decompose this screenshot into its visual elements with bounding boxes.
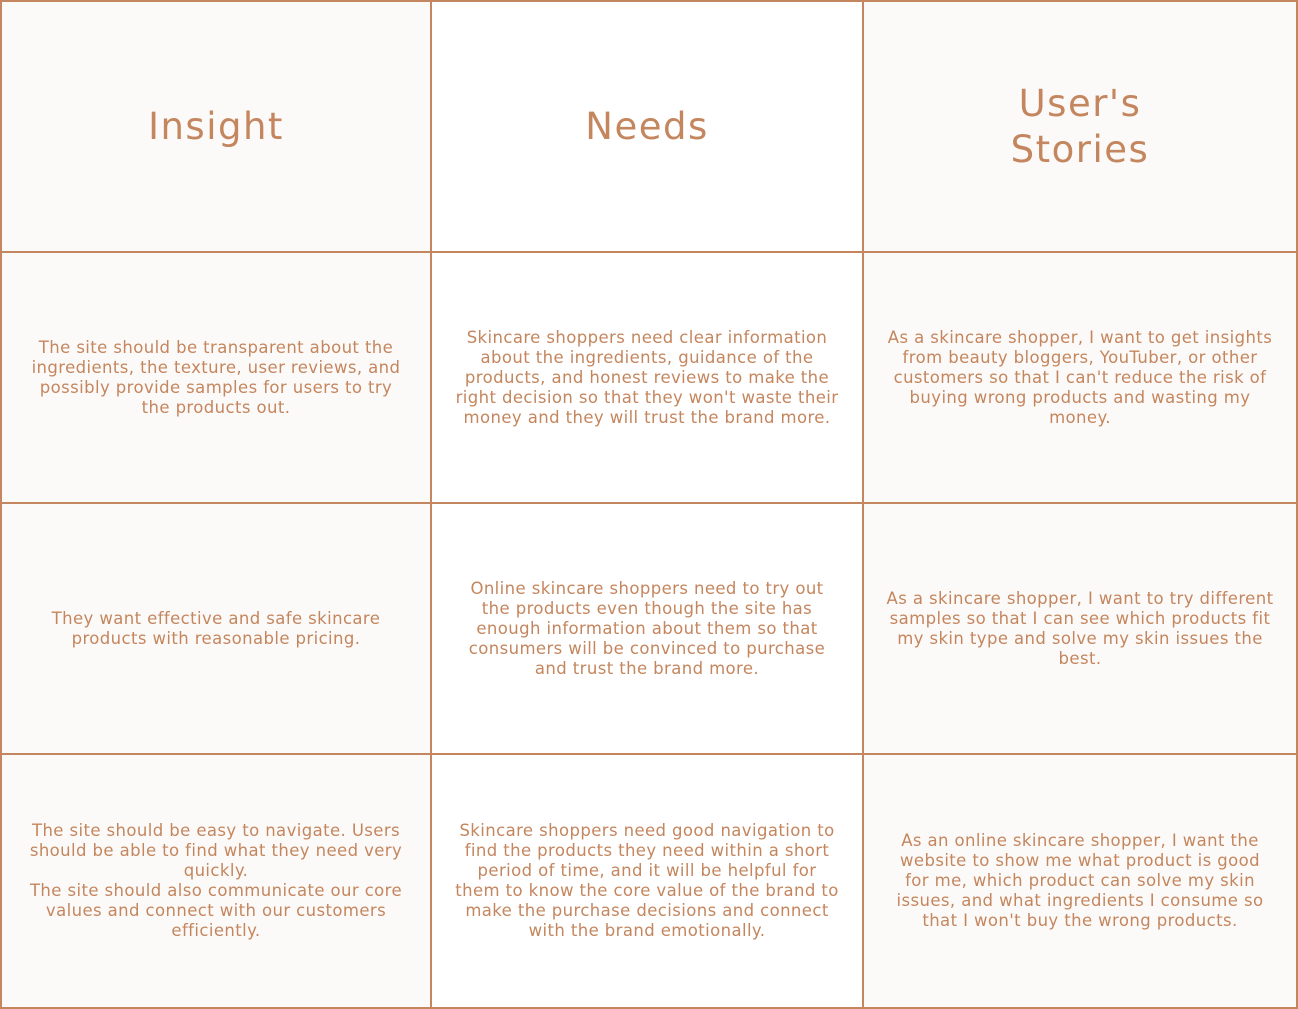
story-text-1: As a skincare shopper, I want to get insights from beauty bloggers, YouTuber, or other customers so that I can't reduce the risk of buying wrong products and wasting my money. [887, 327, 1273, 427]
insight-cell-3 [0, 755, 432, 1009]
story-cell-3 [864, 755, 1298, 1009]
insight-text-1: The site should be transparent about the ingredients, the texture, user reviews, and possibly provide samples for users to try the products out. [31, 337, 401, 417]
story-cell-2 [864, 504, 1298, 755]
header-cell-needs [432, 0, 864, 253]
insight-cell-1 [0, 253, 432, 504]
story-text-2: As a skincare shopper, I want to try different samples so that I can see which products fit my skin type and solve my skin issues the best. [886, 588, 1274, 668]
header-cell-insight [0, 0, 432, 253]
insight-cell-2 [0, 504, 432, 755]
insight-text-3: The site should be easy to navigate. Users should be able to find what they need very quickly. The site should also communicate our core values and connect with our customers efficiently. [29, 821, 403, 940]
needs-text-1: Skincare shoppers need clear information about the ingredients, guidance of the products, and honest reviews to make the right decision so that they won't waste their money and they will trust the brand more. [455, 327, 839, 427]
header-cell-stories [864, 0, 1298, 253]
needs-text-2: Online skincare shoppers need to try out the products even though the site has enough information about them so that consumers will be convinced to purchase and trust the brand more. [468, 578, 826, 678]
needs-cell-1 [432, 253, 864, 504]
stories-heading: User's Stories [1010, 81, 1150, 171]
story-text-3: As an online skincare shopper, I want the website to show me what product is good for me, which product can solve my skin issues, and what ingredients I consume so that I won't buy the wrong products. [896, 831, 1264, 930]
insight-heading: Insight [148, 104, 284, 148]
needs-cell-3 [432, 755, 864, 1009]
needs-text-3: Skincare shoppers need good navigation to find the products they need within a short period of time, and it will be helpful for them to know the core value of the brand to make the purchase decisions and connect with the brand emotionally. [455, 821, 839, 940]
needs-heading: Needs [585, 104, 709, 148]
story-cell-1 [864, 253, 1298, 504]
needs-cell-2 [432, 504, 864, 755]
insight-text-2: They want effective and safe skincare products with reasonable pricing. [51, 608, 381, 648]
